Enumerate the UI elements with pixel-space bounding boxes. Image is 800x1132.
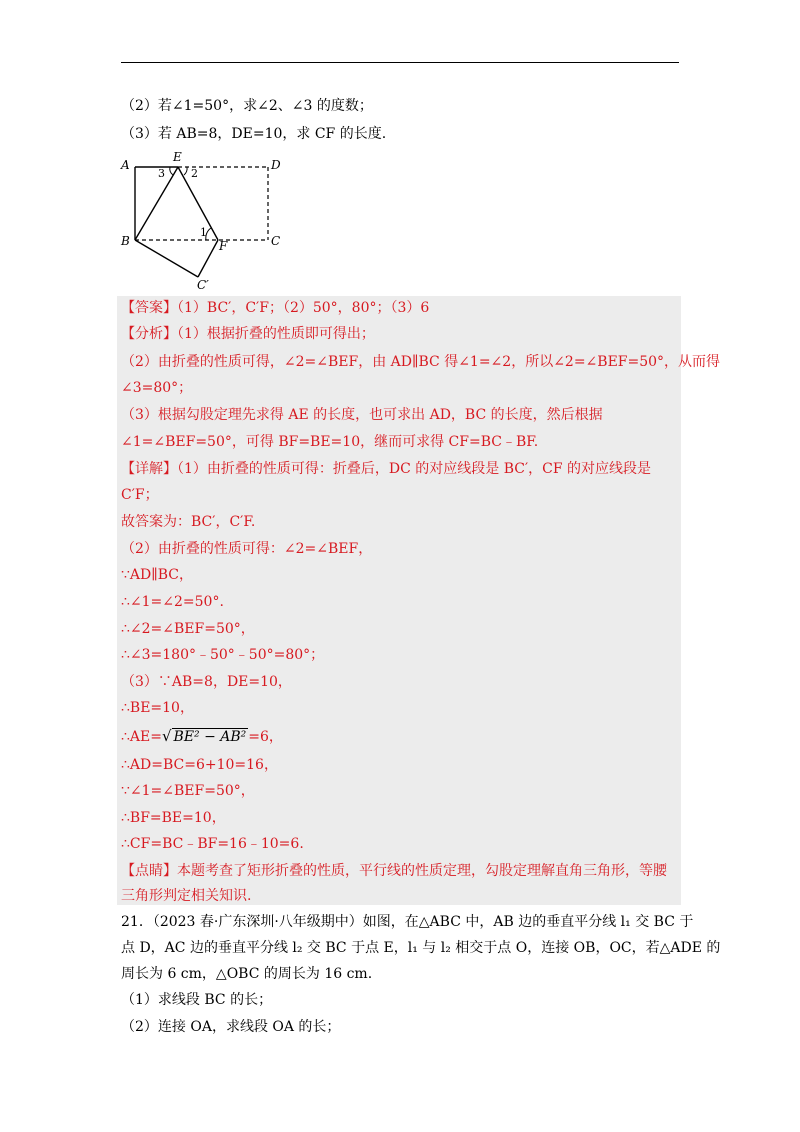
sqrt-expression: √ BE² − AB² [161, 727, 247, 745]
detail-line-2e: ∴∠3=180°﹣50°﹣50°=80°； [121, 647, 325, 663]
detail-line-2b: ∵AD∥BC， [121, 567, 193, 583]
folded-rectangle-figure [118, 147, 288, 292]
comment-line-b: 三角形判定相关知识. [121, 888, 252, 904]
detail-line-3e: ∵∠1=∠BEF=50°， [121, 783, 255, 799]
sqrt-radicand: BE² − AB² [173, 729, 247, 745]
detail-line-3f: ∴BF=BE=10， [121, 810, 226, 826]
label-angle1: 1 [200, 226, 207, 239]
analysis-line-2b: ∠3=80°； [121, 380, 193, 396]
label-angle2: 2 [191, 167, 198, 180]
comment-line-a: 【点睛】本题考查了矩形折叠的性质，平行线的性质定理，勾股定理解直角三角形，等腰 [121, 863, 667, 879]
analysis-line-3a: （3）根据勾股定理先求得 AE 的长度，也可求出 AD，BC 的长度，然后根据 [121, 407, 603, 423]
detail-line-2a: （2）由折叠的性质可得：∠2=∠BEF， [121, 541, 373, 557]
q21-line-2: 点 D，AC 边的垂直平分线 l₂ 交 BC 于点 E，l₁ 与 l₂ 相交于点 O，连接 OB，OC，若△ADE 的 [121, 940, 721, 956]
detail-line-3c [121, 726, 283, 747]
analysis-line-2a: （2）由折叠的性质可得，∠2=∠BEF，由 AD∥BC 得∠1=∠2，所以∠2=∠BEF=50°，从而得 [121, 354, 721, 370]
ae-prefix: ∴AE= [121, 729, 162, 745]
detail-line-1a: 【详解】（1）由折叠的性质可得：折叠后，DC 的对应线段是 BC′，CF 的对应线段是 [121, 461, 652, 477]
detail-line-3g: ∴CF=BC﹣BF=16﹣10=6. [121, 836, 304, 852]
detail-line-2d: ∴∠2=∠BEF=50°， [121, 621, 255, 637]
angle3-arc [170, 167, 173, 175]
edge-CprimeF [198, 240, 218, 277]
detail-line-3d: ∴AD=BC=6+10=16， [121, 757, 278, 773]
ae-suffix: =6， [248, 729, 283, 745]
question-part3: （3）若 AB=8，DE=10，求 CF 的长度. [121, 126, 387, 142]
label-E: E [173, 150, 182, 164]
edge-BE [135, 167, 178, 240]
q21-part1: （1）求线段 BC 的长； [121, 992, 273, 1008]
label-D: D [271, 158, 281, 172]
detail-line-2c: ∴∠1=∠2=50°. [121, 594, 224, 610]
analysis-line-1: 【分析】（1）根据折叠的性质即可得出； [121, 326, 375, 342]
answer-line: 【答案】（1）BC′，C′F；（2）50°，80°；（3）6 [121, 300, 430, 316]
detail-line-3b: ∴BE=10， [121, 700, 194, 716]
label-C: C [271, 234, 281, 248]
edge-BCprime [135, 240, 198, 277]
header-rule [121, 62, 679, 63]
label-F: F [219, 239, 228, 253]
angle2-arc [184, 167, 187, 175]
detail-line-3a: （3）∵AB=8，DE=10， [121, 674, 292, 690]
detail-line-1c: 故答案为：BC′，C′F. [121, 514, 256, 530]
detail-line-1b: C′F； [121, 487, 159, 503]
label-B: B [121, 234, 130, 248]
edge-EF [178, 167, 218, 240]
label-A: A [121, 158, 130, 172]
q21-line-3: 周长为 6 cm，△OBC 的周长为 16 cm. [121, 966, 373, 982]
question-part2: （2）若∠1=50°，求∠2、∠3 的度数； [121, 98, 373, 114]
q21-line-1: 21．（2023 春·广东深圳·八年级期中）如图，在△ABC 中，AB 边的垂直平分线 l₁ 交 BC 于 [121, 914, 694, 930]
label-angle3: 3 [158, 167, 165, 180]
analysis-line-3b: ∠1=∠BEF=50°，可得 BF=BE=10，继而可求得 CF=BC﹣BF. [121, 434, 539, 450]
label-Cprime: C′ [197, 278, 209, 292]
q21-part2: （2）连接 OA，求线段 OA 的长； [121, 1019, 341, 1035]
